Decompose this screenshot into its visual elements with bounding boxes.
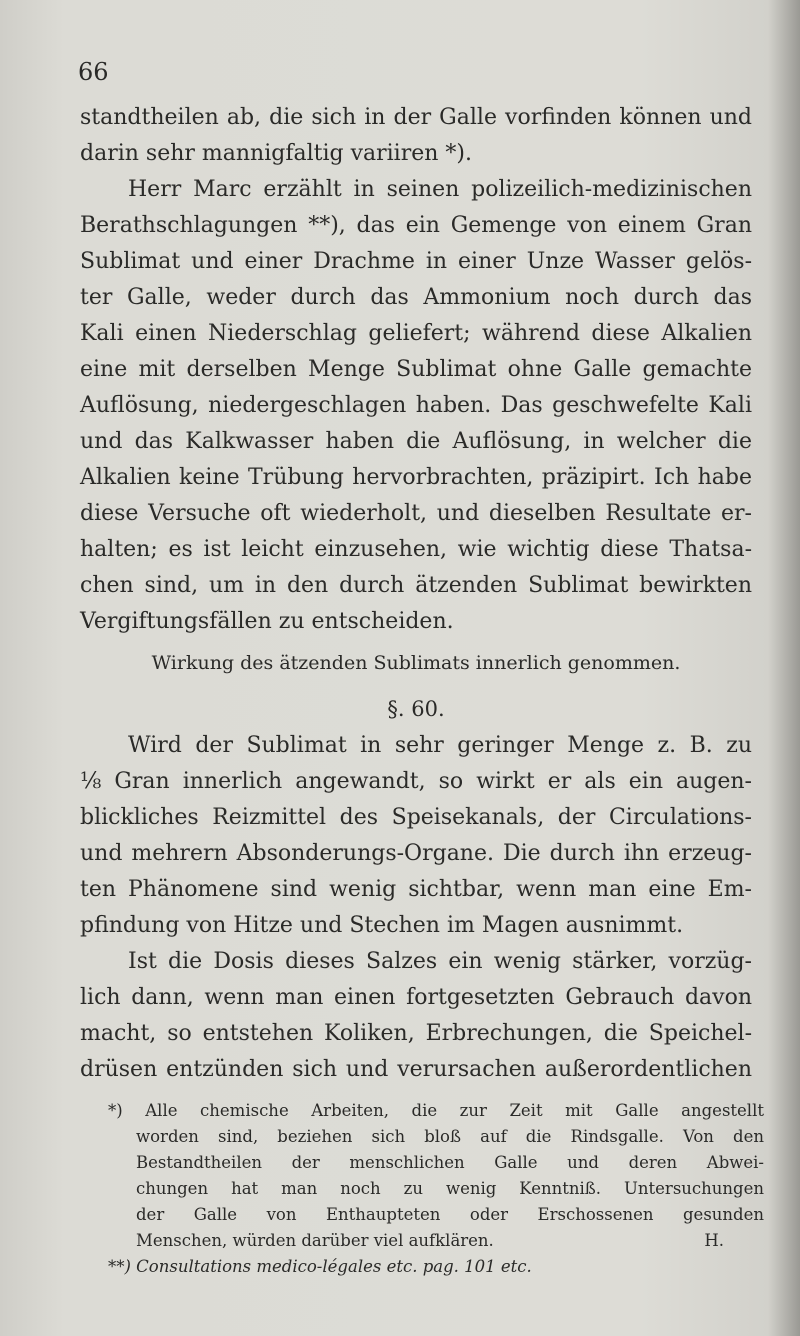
body-text-upper [80,100,752,640]
text-line: und mehrern Absonderungs-Organe. Die durch ihn erzeug- [80,841,752,866]
page-number: 66 [78,58,109,86]
text-line: chen sind, um in den durch ätzenden Sublimat bewirkten [80,573,752,598]
text-line: standtheilen ab, die sich in der Galle vorfinden können und [80,105,752,130]
text-line: halten; es ist leicht einzusehen, wie wichtig diese Thatsa- [80,537,752,562]
text-line: darin sehr mannigfaltig variiren *). [80,141,472,166]
text-line: Vergiftungsfällen zu entscheiden. [80,609,454,634]
text-line: Alkalien keine Trübung hervorbrachten, präzipirt. Ich habe [80,465,752,490]
text-line: eine mit derselben Menge Sublimat ohne Galle gemachte [80,357,752,382]
text-line: Ist die Dosis dieses Salzes ein wenig stärker, vorzüg- [128,949,752,974]
text-line: diese Versuche oft wiederholt, und dieselben Resultate er- [80,501,752,526]
text-line: lich dann, wenn man einen fortgesetzten Gebrauch davon [80,985,752,1010]
text-line: Berathschlagungen **), das ein Gemenge von einem Gran [80,213,752,238]
text-line: ⅛ Gran innerlich angewandt, so wirkt er als ein augen- [80,769,752,794]
text-line: Kali einen Niederschlag geliefert; während diese Alkalien [80,321,752,346]
section-heading: Wirkung des ätzenden Sublimats innerlich genommen. [151,652,681,674]
footnote-line: worden sind, beziehen sich bloß auf die Rindsgalle. Von den [136,1127,764,1146]
footnote-line: Menschen, würden darüber viel aufklären. [136,1231,494,1250]
text-line: Sublimat und einer Drachme in einer Unze Wasser gelös- [80,249,752,274]
text-line: drüsen entzünden sich und verursachen außerordentlichen [80,1057,752,1082]
text-line: Wird der Sublimat in sehr geringer Menge z. B. zu [128,733,752,758]
text-line: und das Kalkwasser haben die Auflösung, in welcher die [80,429,752,454]
text-line: macht, so entstehen Koliken, Erbrechungen, die Speichel- [80,1021,752,1046]
footnote-signature: H. [704,1231,724,1250]
text-line: Auflösung, niedergeschlagen haben. Das geschwefelte Kali [80,393,752,418]
footnote-line: der Galle von Enthaupteten oder Erschossenen gesunden [136,1205,764,1224]
footnote-line: Bestandtheilen der menschlichen Galle und deren Abwei- [136,1153,764,1172]
footnote-line: *) Alle chemische Arbeiten, die zur Zeit mit Galle angestellt [108,1101,764,1120]
text-line: ten Phänomene sind wenig sichtbar, wenn man eine Em- [80,877,752,902]
text-line: Herr Marc erzählt in seinen polizeilich-medizinischen [128,177,752,202]
footnote-line: chungen hat man noch zu wenig Kenntniß. Untersuchungen [136,1179,764,1198]
section-number: §. 60. [387,697,445,721]
text-line: blickliches Reizmittel des Speisekanals, der Circulations- [80,805,752,830]
footnote-last-line [108,1228,764,1254]
body-text-lower [80,728,752,1088]
footnotes [108,1098,764,1280]
footnote-line: **) Consultations medico-légales etc. pag. 101 etc. [108,1257,532,1276]
text-line: pfindung von Hitze und Stechen im Magen ausnimmt. [80,913,684,938]
text-line: ter Galle, weder durch das Ammonium noch durch das [80,285,752,310]
